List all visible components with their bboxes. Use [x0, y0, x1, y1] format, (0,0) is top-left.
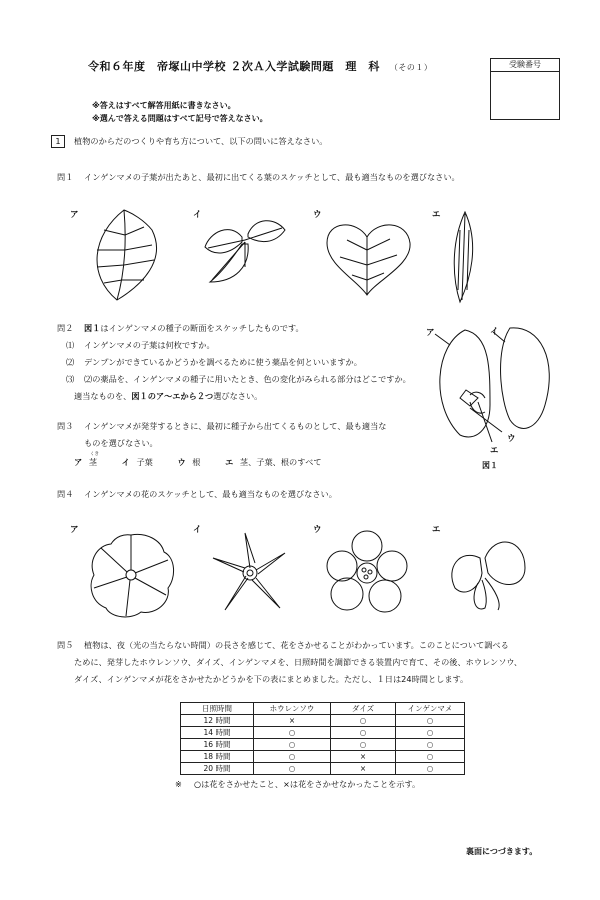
table-cell: 12 時間 — [181, 715, 254, 727]
q2-select-suffix: 選びなさい。 — [213, 391, 263, 401]
table-cell: ○ — [331, 715, 396, 727]
table-row — [181, 727, 465, 739]
table-cell: 20 時間 — [181, 763, 254, 775]
fig1-caption: 図１ — [482, 461, 498, 470]
instruction-1: ※答えはすべて解答用紙に書きなさい。 — [92, 101, 236, 110]
q1-choice-u: ウ — [313, 210, 322, 220]
q1-label: 問１ — [57, 172, 74, 182]
table-cell: ○ — [254, 739, 331, 751]
table-row — [181, 739, 465, 751]
table-cell: 18 時間 — [181, 751, 254, 763]
table-cell: ○ — [396, 763, 465, 775]
q3-opt-a-sym: ア — [74, 457, 83, 467]
fig1-label-e: エ — [490, 446, 499, 456]
exam-number-label: 受験番号 — [491, 59, 559, 72]
table-cell: ○ — [396, 727, 465, 739]
q4-choice-i: イ — [193, 525, 202, 535]
q2-fig-ref: 図１ — [84, 323, 101, 333]
q2-label: 問２ — [57, 323, 74, 333]
title-text: 令和６年度 帝塚山中学校 ２次Ａ入学試験問題 理 科 — [88, 60, 380, 73]
leaf-sketch-u — [322, 215, 417, 300]
q1-choice-e: エ — [432, 210, 441, 220]
fig1-label-i: イ — [490, 327, 499, 337]
q2-sub-3-num: ⑶ — [66, 374, 75, 384]
table-cell: ○ — [254, 763, 331, 775]
flower-sketch-i — [210, 528, 290, 618]
q2-stem — [84, 323, 304, 334]
flower-sketch-u — [322, 528, 412, 618]
table-row — [181, 763, 465, 775]
table-cell: ○ — [396, 715, 465, 727]
q2-select — [74, 391, 262, 402]
q5-line-1: 植物は、夜（光の当たらない時間）の長さを感じて、花をさかせることがわかっています。このことについて調べる — [84, 640, 509, 650]
q4-label: 問４ — [57, 489, 74, 499]
q3-opt-u-text: 根 — [192, 457, 201, 467]
q5-label: 問５ — [57, 640, 74, 650]
q3-opt-e-text: 茎、子葉、根のすべて — [239, 457, 322, 467]
q4-choice-a: ア — [70, 525, 79, 535]
fig1-label-u: ウ — [507, 434, 516, 444]
table-row — [181, 715, 465, 727]
table-note: ○は花をさかせたこと、×は花をさかせなかったことを示す。 — [194, 779, 421, 789]
flowering-results-table — [180, 702, 465, 775]
table-cell: ○ — [331, 739, 396, 751]
header-spinach: ホウレンソウ — [254, 703, 331, 715]
continue-notice: 裏面につづきます。 — [466, 847, 538, 856]
q1-choice-a: ア — [70, 210, 79, 220]
fig1-leader-lines — [430, 320, 565, 455]
q4-choice-u: ウ — [313, 525, 322, 535]
table-cell: ○ — [396, 751, 465, 763]
table-note-mark: ※ — [175, 779, 182, 789]
q3-text-1: インゲンマメが発芽するときに、最初に種子から出てくるものとして、最も適当な — [84, 421, 387, 431]
section-number: 1 — [51, 135, 65, 148]
q1-choice-i: イ — [193, 210, 202, 220]
q3-opt-a-text: 茎 — [88, 457, 98, 467]
q2-sub-1-text: インゲンマメの子葉は何枚ですか。 — [84, 340, 215, 350]
q3-options — [74, 457, 322, 468]
table-cell: × — [331, 763, 396, 775]
q2-select-bold: 図１のア～エから２つ — [131, 391, 214, 401]
section-intro: 植物のからだのつくりや育ち方について、以下の問いに答えなさい。 — [74, 136, 328, 146]
fig1-label-a: ア — [426, 328, 435, 338]
q2-select-prefix: 適当なものを、 — [74, 391, 132, 401]
q5-line-2: ために、発芽したホウレンソウ、ダイズ、インゲンマメを、日照時間を調節できる装置内で育て、その後、ホウレンソウ、 — [74, 657, 523, 667]
q3-opt-i-text: 子葉 — [136, 457, 153, 467]
flower-sketch-a — [86, 530, 176, 620]
leaf-sketch-e — [448, 210, 483, 305]
table-row — [181, 751, 465, 763]
q4-choice-e: エ — [432, 525, 441, 535]
q1-text: インゲンマメの子葉が出たあと、最初に出てくる葉のスケッチとして、最も適当なものを選びなさい。 — [84, 172, 460, 182]
page-title — [88, 58, 432, 74]
flower-sketch-e — [440, 528, 530, 618]
q3-opt-u-sym: ウ — [177, 457, 186, 467]
table-cell: ○ — [396, 739, 465, 751]
leaf-sketch-i — [200, 212, 290, 292]
table-cell: × — [254, 715, 331, 727]
q5-line-3: ダイズ、インゲンマメが花をさかせたかどうかを下の表にまとめました。ただし、１日は24時間とします。 — [74, 674, 469, 684]
q3-opt-i-sym: イ — [121, 457, 130, 467]
q4-text: インゲンマメの花のスケッチとして、最も適当なものを選びなさい。 — [84, 489, 337, 499]
q3-ruby: くき — [90, 452, 99, 457]
header-daylight: 日照時間 — [181, 703, 254, 715]
q2-text: はインゲンマメの種子の断面をスケッチしたものです。 — [100, 323, 304, 333]
table-cell: ○ — [331, 727, 396, 739]
instruction-2: ※選んで答える問題はすべて記号で答えなさい。 — [92, 114, 268, 123]
table-cell: 16 時間 — [181, 739, 254, 751]
header-soybean: ダイズ — [331, 703, 396, 715]
q2-sub-3-text: ⑵の薬品を、インゲンマメの種子に用いたとき、色の変化がみられる部分はどこですか。 — [84, 374, 411, 384]
q3-opt-e-sym: エ — [225, 457, 234, 467]
table-header-row — [181, 703, 465, 715]
table-cell: ○ — [254, 751, 331, 763]
part-label: （その１） — [389, 63, 433, 72]
q2-sub-2-num: ⑵ — [66, 357, 75, 367]
q2-sub-2-text: デンプンができているかどうかを調べるために使う薬品を何といいますか。 — [84, 357, 362, 367]
header-kidney-bean: インゲンマメ — [396, 703, 465, 715]
table-cell: × — [331, 751, 396, 763]
q3-text-2: ものを選びなさい。 — [84, 438, 158, 448]
q2-sub-1-num: ⑴ — [66, 340, 75, 350]
table-cell: 14 時間 — [181, 727, 254, 739]
q3-label: 問３ — [57, 421, 74, 431]
leaf-sketch-a — [82, 205, 172, 305]
exam-number-box — [490, 58, 560, 120]
table-cell: ○ — [254, 727, 331, 739]
